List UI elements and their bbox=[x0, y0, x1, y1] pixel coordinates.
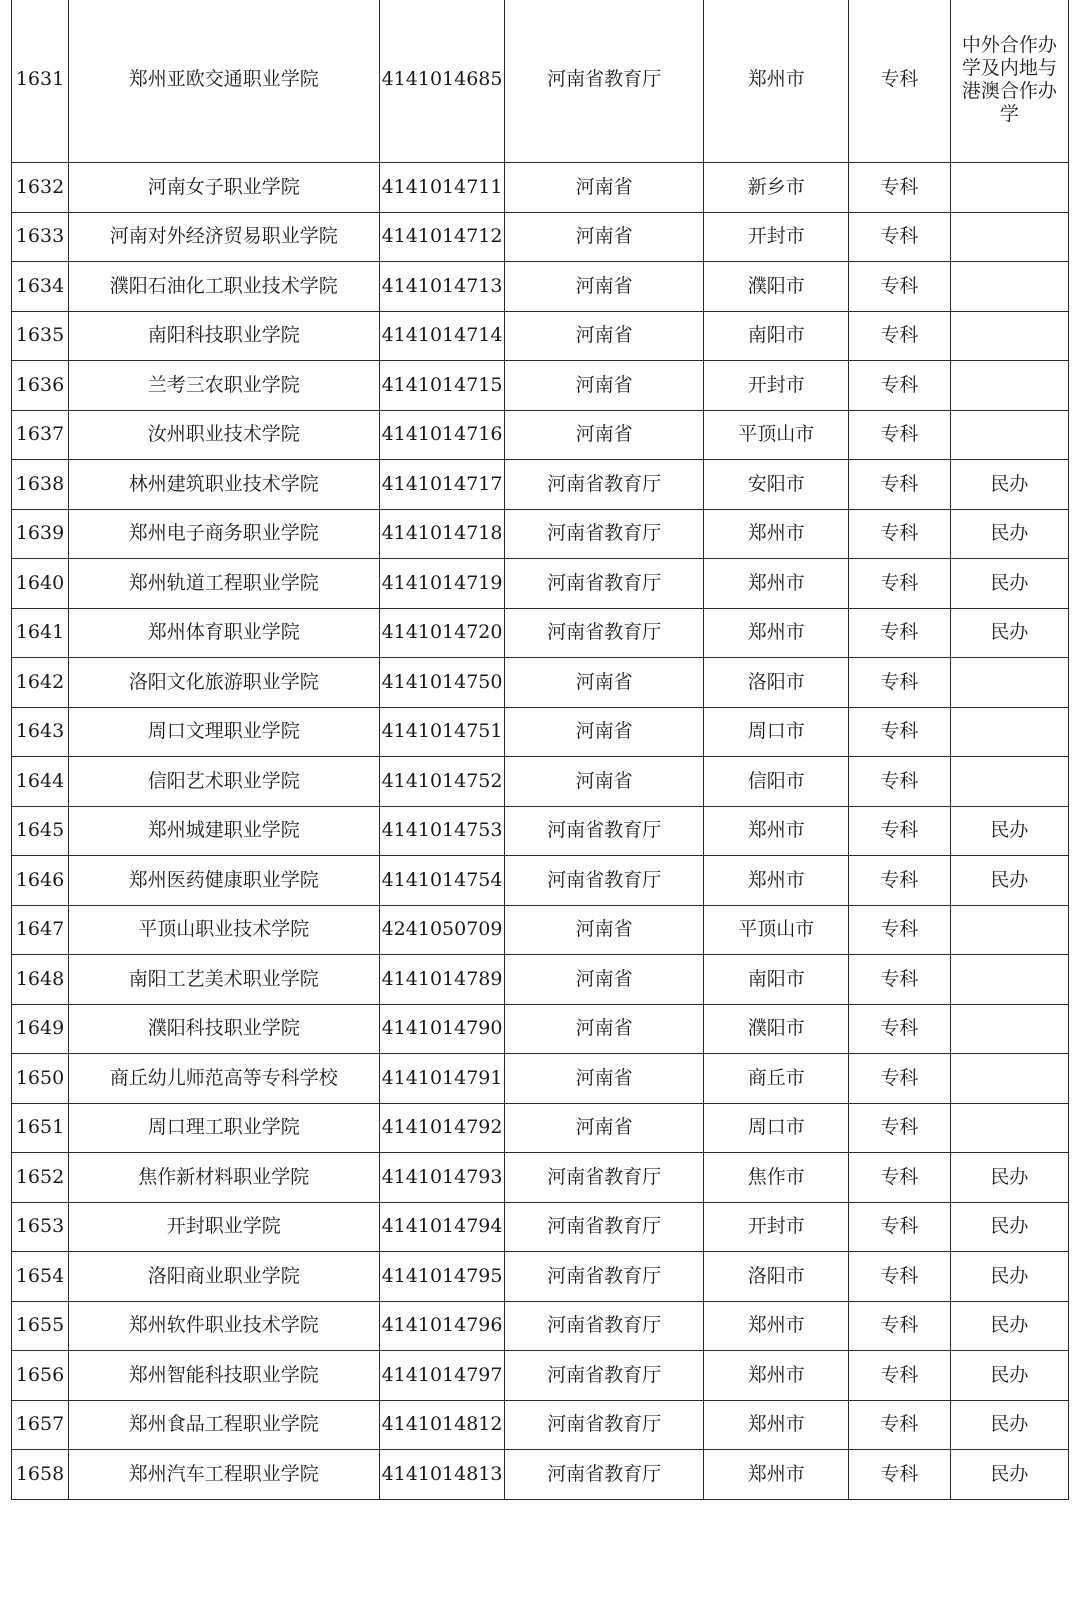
table-row bbox=[12, 1351, 1069, 1401]
remarks-cell bbox=[950, 757, 1068, 807]
serial-number-cell: 1650 bbox=[12, 1054, 69, 1104]
institution-name-cell: 兰考三农职业学院 bbox=[69, 361, 380, 411]
education-level-cell: 专科 bbox=[849, 0, 951, 163]
serial-number-cell: 1634 bbox=[12, 262, 69, 312]
remarks-cell: 民办 bbox=[950, 460, 1068, 510]
education-level-cell: 专科 bbox=[849, 1351, 951, 1401]
city-cell: 南阳市 bbox=[704, 311, 849, 361]
serial-number-cell: 1637 bbox=[12, 410, 69, 460]
authority-cell: 河南省 bbox=[504, 361, 704, 411]
institution-code-cell: 4141014719 bbox=[379, 559, 504, 609]
institution-name-cell: 河南女子职业学院 bbox=[69, 163, 380, 213]
serial-number-cell: 1640 bbox=[12, 559, 69, 609]
city-cell: 郑州市 bbox=[704, 608, 849, 658]
table-row bbox=[12, 1153, 1069, 1203]
table-row bbox=[12, 905, 1069, 955]
city-cell: 开封市 bbox=[704, 212, 849, 262]
authority-cell: 河南省教育厅 bbox=[504, 559, 704, 609]
institution-code-cell: 4141014750 bbox=[379, 658, 504, 708]
institution-name-cell: 信阳艺术职业学院 bbox=[69, 757, 380, 807]
education-level-cell: 专科 bbox=[849, 1103, 951, 1153]
institution-code-cell: 4141014795 bbox=[379, 1252, 504, 1302]
city-cell: 焦作市 bbox=[704, 1153, 849, 1203]
institution-code-cell: 4141014717 bbox=[379, 460, 504, 510]
remarks-cell: 民办 bbox=[950, 806, 1068, 856]
serial-number-cell: 1651 bbox=[12, 1103, 69, 1153]
city-cell: 新乡市 bbox=[704, 163, 849, 213]
education-level-cell: 专科 bbox=[849, 1004, 951, 1054]
education-level-cell: 专科 bbox=[849, 707, 951, 757]
table-row bbox=[12, 509, 1069, 559]
institution-name-cell: 濮阳科技职业学院 bbox=[69, 1004, 380, 1054]
authority-cell: 河南省教育厅 bbox=[504, 1153, 704, 1203]
authority-cell: 河南省 bbox=[504, 311, 704, 361]
authority-cell: 河南省 bbox=[504, 1004, 704, 1054]
city-cell: 郑州市 bbox=[704, 0, 849, 163]
education-level-cell: 专科 bbox=[849, 1252, 951, 1302]
institution-name-cell: 南阳科技职业学院 bbox=[69, 311, 380, 361]
institution-name-cell: 郑州智能科技职业学院 bbox=[69, 1351, 380, 1401]
education-level-cell: 专科 bbox=[849, 262, 951, 312]
authority-cell: 河南省教育厅 bbox=[504, 460, 704, 510]
city-cell: 郑州市 bbox=[704, 1351, 849, 1401]
institution-code-cell: 4141014793 bbox=[379, 1153, 504, 1203]
serial-number-cell: 1652 bbox=[12, 1153, 69, 1203]
institution-code-cell: 4141014812 bbox=[379, 1400, 504, 1450]
serial-number-cell: 1633 bbox=[12, 212, 69, 262]
remarks-cell: 民办 bbox=[950, 1450, 1068, 1500]
institution-name-cell: 洛阳商业职业学院 bbox=[69, 1252, 380, 1302]
table-row bbox=[12, 410, 1069, 460]
institution-code-cell: 4141014752 bbox=[379, 757, 504, 807]
city-cell: 信阳市 bbox=[704, 757, 849, 807]
city-cell: 安阳市 bbox=[704, 460, 849, 510]
institution-name-cell: 濮阳石油化工职业技术学院 bbox=[69, 262, 380, 312]
city-cell: 濮阳市 bbox=[704, 1004, 849, 1054]
city-cell: 洛阳市 bbox=[704, 1252, 849, 1302]
table-row bbox=[12, 757, 1069, 807]
city-cell: 郑州市 bbox=[704, 856, 849, 906]
education-level-cell: 专科 bbox=[849, 410, 951, 460]
table-row bbox=[12, 163, 1069, 213]
authority-cell: 河南省 bbox=[504, 1103, 704, 1153]
remarks-cell: 民办 bbox=[950, 1351, 1068, 1401]
institution-code-cell: 4141014797 bbox=[379, 1351, 504, 1401]
serial-number-cell: 1654 bbox=[12, 1252, 69, 1302]
education-level-cell: 专科 bbox=[849, 163, 951, 213]
city-cell: 商丘市 bbox=[704, 1054, 849, 1104]
institution-name-cell: 郑州电子商务职业学院 bbox=[69, 509, 380, 559]
institution-name-cell: 郑州体育职业学院 bbox=[69, 608, 380, 658]
authority-cell: 河南省教育厅 bbox=[504, 0, 704, 163]
remarks-cell: 中外合作办学及内地与港澳合作办学 bbox=[950, 0, 1068, 163]
table-row bbox=[12, 658, 1069, 708]
table-row bbox=[12, 0, 1069, 163]
authority-cell: 河南省 bbox=[504, 757, 704, 807]
institution-code-cell: 4141014789 bbox=[379, 955, 504, 1005]
education-level-cell: 专科 bbox=[849, 1202, 951, 1252]
remarks-cell: 民办 bbox=[950, 509, 1068, 559]
authority-cell: 河南省教育厅 bbox=[504, 806, 704, 856]
institution-code-cell: 4141014713 bbox=[379, 262, 504, 312]
institution-name-cell: 林州建筑职业技术学院 bbox=[69, 460, 380, 510]
authority-cell: 河南省教育厅 bbox=[504, 1400, 704, 1450]
authority-cell: 河南省教育厅 bbox=[504, 856, 704, 906]
serial-number-cell: 1632 bbox=[12, 163, 69, 213]
institution-code-cell: 4141014792 bbox=[379, 1103, 504, 1153]
serial-number-cell: 1656 bbox=[12, 1351, 69, 1401]
authority-cell: 河南省 bbox=[504, 905, 704, 955]
table-row bbox=[12, 262, 1069, 312]
authority-cell: 河南省教育厅 bbox=[504, 1351, 704, 1401]
serial-number-cell: 1642 bbox=[12, 658, 69, 708]
serial-number-cell: 1649 bbox=[12, 1004, 69, 1054]
authority-cell: 河南省教育厅 bbox=[504, 1450, 704, 1500]
institution-code-cell: 4141014751 bbox=[379, 707, 504, 757]
table-row bbox=[12, 361, 1069, 411]
city-cell: 周口市 bbox=[704, 707, 849, 757]
remarks-cell: 民办 bbox=[950, 1400, 1068, 1450]
institution-code-cell: 4141014790 bbox=[379, 1004, 504, 1054]
institution-code-cell: 4141014718 bbox=[379, 509, 504, 559]
education-level-cell: 专科 bbox=[849, 608, 951, 658]
serial-number-cell: 1631 bbox=[12, 0, 69, 163]
education-level-cell: 专科 bbox=[849, 460, 951, 510]
institution-code-cell: 4141014791 bbox=[379, 1054, 504, 1104]
city-cell: 郑州市 bbox=[704, 1450, 849, 1500]
authority-cell: 河南省教育厅 bbox=[504, 608, 704, 658]
city-cell: 平顶山市 bbox=[704, 410, 849, 460]
remarks-cell: 民办 bbox=[950, 608, 1068, 658]
education-level-cell: 专科 bbox=[849, 509, 951, 559]
serial-number-cell: 1653 bbox=[12, 1202, 69, 1252]
city-cell: 濮阳市 bbox=[704, 262, 849, 312]
city-cell: 郑州市 bbox=[704, 1400, 849, 1450]
institutions-table-body bbox=[12, 0, 1069, 1499]
city-cell: 洛阳市 bbox=[704, 658, 849, 708]
remarks-cell bbox=[950, 1103, 1068, 1153]
institution-code-cell: 4141014714 bbox=[379, 311, 504, 361]
institution-code-cell: 4141014796 bbox=[379, 1301, 504, 1351]
authority-cell: 河南省 bbox=[504, 1054, 704, 1104]
institution-code-cell: 4141014685 bbox=[379, 0, 504, 163]
education-level-cell: 专科 bbox=[849, 212, 951, 262]
institution-code-cell: 4141014715 bbox=[379, 361, 504, 411]
education-level-cell: 专科 bbox=[849, 757, 951, 807]
authority-cell: 河南省 bbox=[504, 262, 704, 312]
table-row bbox=[12, 955, 1069, 1005]
city-cell: 郑州市 bbox=[704, 559, 849, 609]
education-level-cell: 专科 bbox=[849, 806, 951, 856]
table-row bbox=[12, 608, 1069, 658]
institution-name-cell: 焦作新材料职业学院 bbox=[69, 1153, 380, 1203]
serial-number-cell: 1644 bbox=[12, 757, 69, 807]
city-cell: 郑州市 bbox=[704, 806, 849, 856]
remarks-cell bbox=[950, 212, 1068, 262]
authority-cell: 河南省 bbox=[504, 658, 704, 708]
institution-name-cell: 开封职业学院 bbox=[69, 1202, 380, 1252]
authority-cell: 河南省教育厅 bbox=[504, 509, 704, 559]
serial-number-cell: 1643 bbox=[12, 707, 69, 757]
remarks-cell bbox=[950, 955, 1068, 1005]
education-level-cell: 专科 bbox=[849, 856, 951, 906]
serial-number-cell: 1647 bbox=[12, 905, 69, 955]
city-cell: 开封市 bbox=[704, 361, 849, 411]
remarks-cell: 民办 bbox=[950, 1202, 1068, 1252]
education-level-cell: 专科 bbox=[849, 1153, 951, 1203]
authority-cell: 河南省 bbox=[504, 707, 704, 757]
remarks-cell bbox=[950, 361, 1068, 411]
city-cell: 开封市 bbox=[704, 1202, 849, 1252]
education-level-cell: 专科 bbox=[849, 1054, 951, 1104]
institution-name-cell: 周口理工职业学院 bbox=[69, 1103, 380, 1153]
remarks-cell bbox=[950, 410, 1068, 460]
remarks-cell: 民办 bbox=[950, 559, 1068, 609]
institution-code-cell: 4141014753 bbox=[379, 806, 504, 856]
serial-number-cell: 1658 bbox=[12, 1450, 69, 1500]
institution-code-cell: 4141014754 bbox=[379, 856, 504, 906]
table-row bbox=[12, 559, 1069, 609]
remarks-cell: 民办 bbox=[950, 1153, 1068, 1203]
remarks-cell bbox=[950, 1004, 1068, 1054]
city-cell: 郑州市 bbox=[704, 509, 849, 559]
authority-cell: 河南省教育厅 bbox=[504, 1202, 704, 1252]
city-cell: 南阳市 bbox=[704, 955, 849, 1005]
institution-name-cell: 商丘幼儿师范高等专科学校 bbox=[69, 1054, 380, 1104]
authority-cell: 河南省 bbox=[504, 212, 704, 262]
serial-number-cell: 1645 bbox=[12, 806, 69, 856]
institution-name-cell: 郑州汽车工程职业学院 bbox=[69, 1450, 380, 1500]
institution-code-cell: 4141014813 bbox=[379, 1450, 504, 1500]
institution-name-cell: 郑州轨道工程职业学院 bbox=[69, 559, 380, 609]
institution-name-cell: 南阳工艺美术职业学院 bbox=[69, 955, 380, 1005]
table-row bbox=[12, 212, 1069, 262]
institution-code-cell: 4141014712 bbox=[379, 212, 504, 262]
institution-name-cell: 郑州亚欧交通职业学院 bbox=[69, 0, 380, 163]
city-cell: 周口市 bbox=[704, 1103, 849, 1153]
serial-number-cell: 1636 bbox=[12, 361, 69, 411]
serial-number-cell: 1641 bbox=[12, 608, 69, 658]
table-row bbox=[12, 1400, 1069, 1450]
institutions-table bbox=[11, 0, 1069, 1500]
institution-code-cell: 4141014794 bbox=[379, 1202, 504, 1252]
table-row bbox=[12, 1252, 1069, 1302]
education-level-cell: 专科 bbox=[849, 1301, 951, 1351]
table-row bbox=[12, 460, 1069, 510]
institution-name-cell: 郑州城建职业学院 bbox=[69, 806, 380, 856]
education-level-cell: 专科 bbox=[849, 955, 951, 1005]
serial-number-cell: 1655 bbox=[12, 1301, 69, 1351]
serial-number-cell: 1635 bbox=[12, 311, 69, 361]
remarks-cell: 民办 bbox=[950, 1301, 1068, 1351]
table-row bbox=[12, 1450, 1069, 1500]
remarks-cell bbox=[950, 311, 1068, 361]
institution-name-cell: 平顶山职业技术学院 bbox=[69, 905, 380, 955]
institution-code-cell: 4141014716 bbox=[379, 410, 504, 460]
remarks-cell bbox=[950, 658, 1068, 708]
remarks-cell bbox=[950, 163, 1068, 213]
remarks-cell bbox=[950, 262, 1068, 312]
remarks-cell: 民办 bbox=[950, 1252, 1068, 1302]
table-row bbox=[12, 1202, 1069, 1252]
institution-name-cell: 河南对外经济贸易职业学院 bbox=[69, 212, 380, 262]
table-row bbox=[12, 311, 1069, 361]
remarks-cell bbox=[950, 905, 1068, 955]
table-row bbox=[12, 707, 1069, 757]
authority-cell: 河南省 bbox=[504, 410, 704, 460]
remarks-cell bbox=[950, 1054, 1068, 1104]
authority-cell: 河南省 bbox=[504, 955, 704, 1005]
authority-cell: 河南省教育厅 bbox=[504, 1252, 704, 1302]
education-level-cell: 专科 bbox=[849, 311, 951, 361]
institution-code-cell: 4141014711 bbox=[379, 163, 504, 213]
city-cell: 平顶山市 bbox=[704, 905, 849, 955]
remarks-cell bbox=[950, 707, 1068, 757]
serial-number-cell: 1648 bbox=[12, 955, 69, 1005]
education-level-cell: 专科 bbox=[849, 361, 951, 411]
institution-name-cell: 郑州软件职业技术学院 bbox=[69, 1301, 380, 1351]
authority-cell: 河南省 bbox=[504, 163, 704, 213]
institution-name-cell: 周口文理职业学院 bbox=[69, 707, 380, 757]
table-row bbox=[12, 1103, 1069, 1153]
institution-name-cell: 洛阳文化旅游职业学院 bbox=[69, 658, 380, 708]
remarks-cell: 民办 bbox=[950, 856, 1068, 906]
authority-cell: 河南省教育厅 bbox=[504, 1301, 704, 1351]
institution-name-cell: 郑州医药健康职业学院 bbox=[69, 856, 380, 906]
education-level-cell: 专科 bbox=[849, 1450, 951, 1500]
institution-name-cell: 郑州食品工程职业学院 bbox=[69, 1400, 380, 1450]
institution-code-cell: 4241050709 bbox=[379, 905, 504, 955]
education-level-cell: 专科 bbox=[849, 559, 951, 609]
table-row bbox=[12, 1054, 1069, 1104]
serial-number-cell: 1657 bbox=[12, 1400, 69, 1450]
city-cell: 郑州市 bbox=[704, 1301, 849, 1351]
education-level-cell: 专科 bbox=[849, 1400, 951, 1450]
institution-code-cell: 4141014720 bbox=[379, 608, 504, 658]
table-row bbox=[12, 806, 1069, 856]
institution-name-cell: 汝州职业技术学院 bbox=[69, 410, 380, 460]
table-row bbox=[12, 1004, 1069, 1054]
education-level-cell: 专科 bbox=[849, 905, 951, 955]
serial-number-cell: 1638 bbox=[12, 460, 69, 510]
table-row bbox=[12, 856, 1069, 906]
serial-number-cell: 1646 bbox=[12, 856, 69, 906]
serial-number-cell: 1639 bbox=[12, 509, 69, 559]
table-row bbox=[12, 1301, 1069, 1351]
education-level-cell: 专科 bbox=[849, 658, 951, 708]
